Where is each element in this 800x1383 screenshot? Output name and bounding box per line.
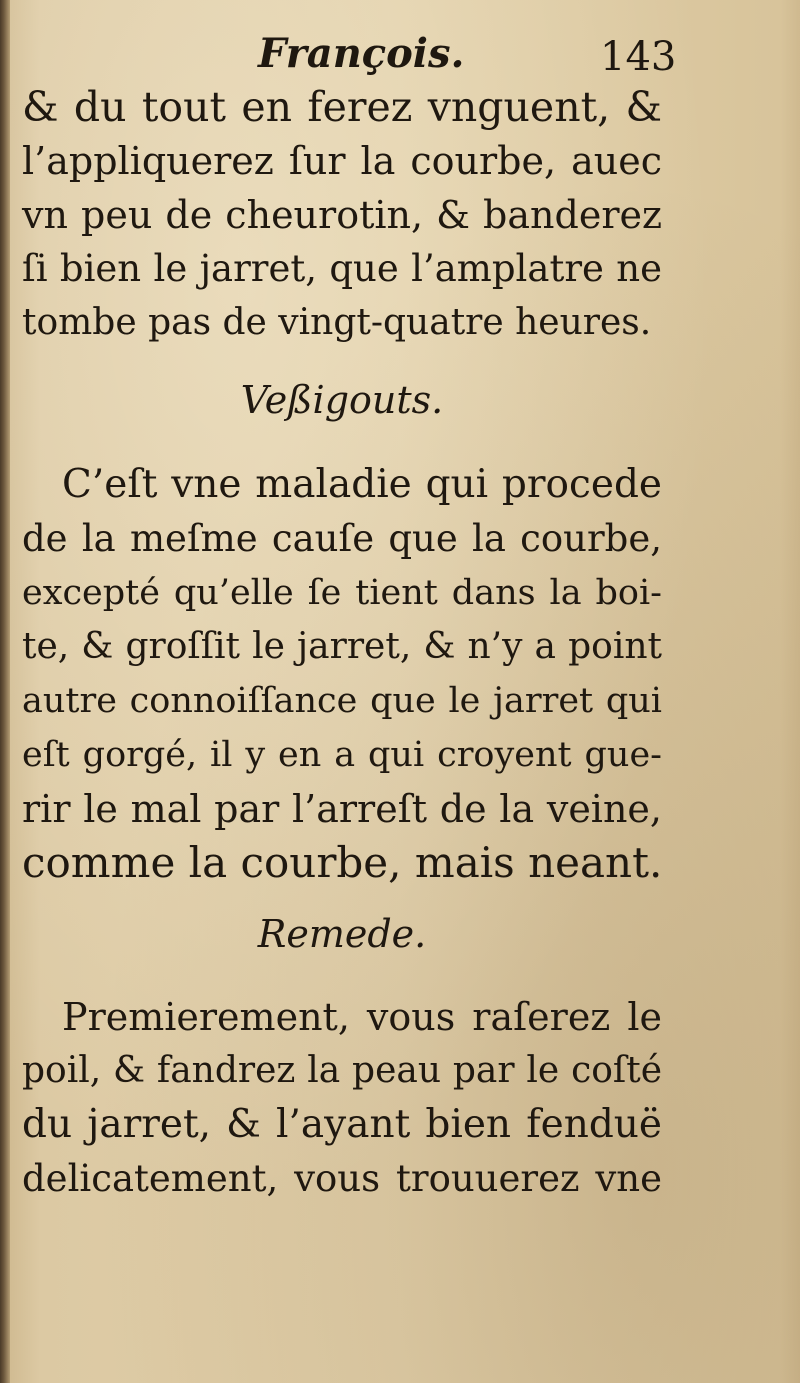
text-line: ſi bien le jarret, que l’amplatre ne xyxy=(22,247,662,290)
text-line: du jarret, & l’ayant bien fenduë xyxy=(22,1102,662,1147)
text-line: vn peu de cheurotin, & banderez xyxy=(22,193,662,237)
page-gutter xyxy=(0,0,10,1383)
page-header xyxy=(0,28,800,78)
text-line: delicatement, vous trouuerez vne xyxy=(22,1157,662,1200)
text-line: comme la courbe, mais neant. xyxy=(22,838,663,887)
text-line: tombe pas de vingt-quatre heures. xyxy=(22,302,652,343)
text-line: rir le mal par l’arreſt de la veine, xyxy=(22,787,662,831)
text-line: l’appliquerez ſur la courbe, auec xyxy=(22,139,662,183)
text-line: autre connoiſſance que le jarret qui xyxy=(22,681,662,721)
text-line: excepté qu’elle ſe tient dans la boi- xyxy=(22,573,662,613)
section-heading: Veßigouts. xyxy=(240,378,444,422)
text-line: de la meſme cauſe que la courbe, xyxy=(22,517,662,560)
text-line: C’eſt vne maladie qui procede xyxy=(62,462,662,507)
text-line: Premierement, vous raſerez le xyxy=(62,995,662,1039)
section-heading: Remede. xyxy=(257,912,427,956)
text-line: & du tout en ferez vnguent, & xyxy=(22,83,662,131)
text-line: eſt gorgé, il y en a qui croyent gue- xyxy=(22,735,662,775)
text-line: te, & groſſit le jarret, & n’y a point xyxy=(22,626,662,667)
page-number: 143 xyxy=(600,34,677,80)
running-head: François. xyxy=(258,30,465,77)
text-line: poil, & fandrez la peau par le coſté xyxy=(22,1050,662,1091)
